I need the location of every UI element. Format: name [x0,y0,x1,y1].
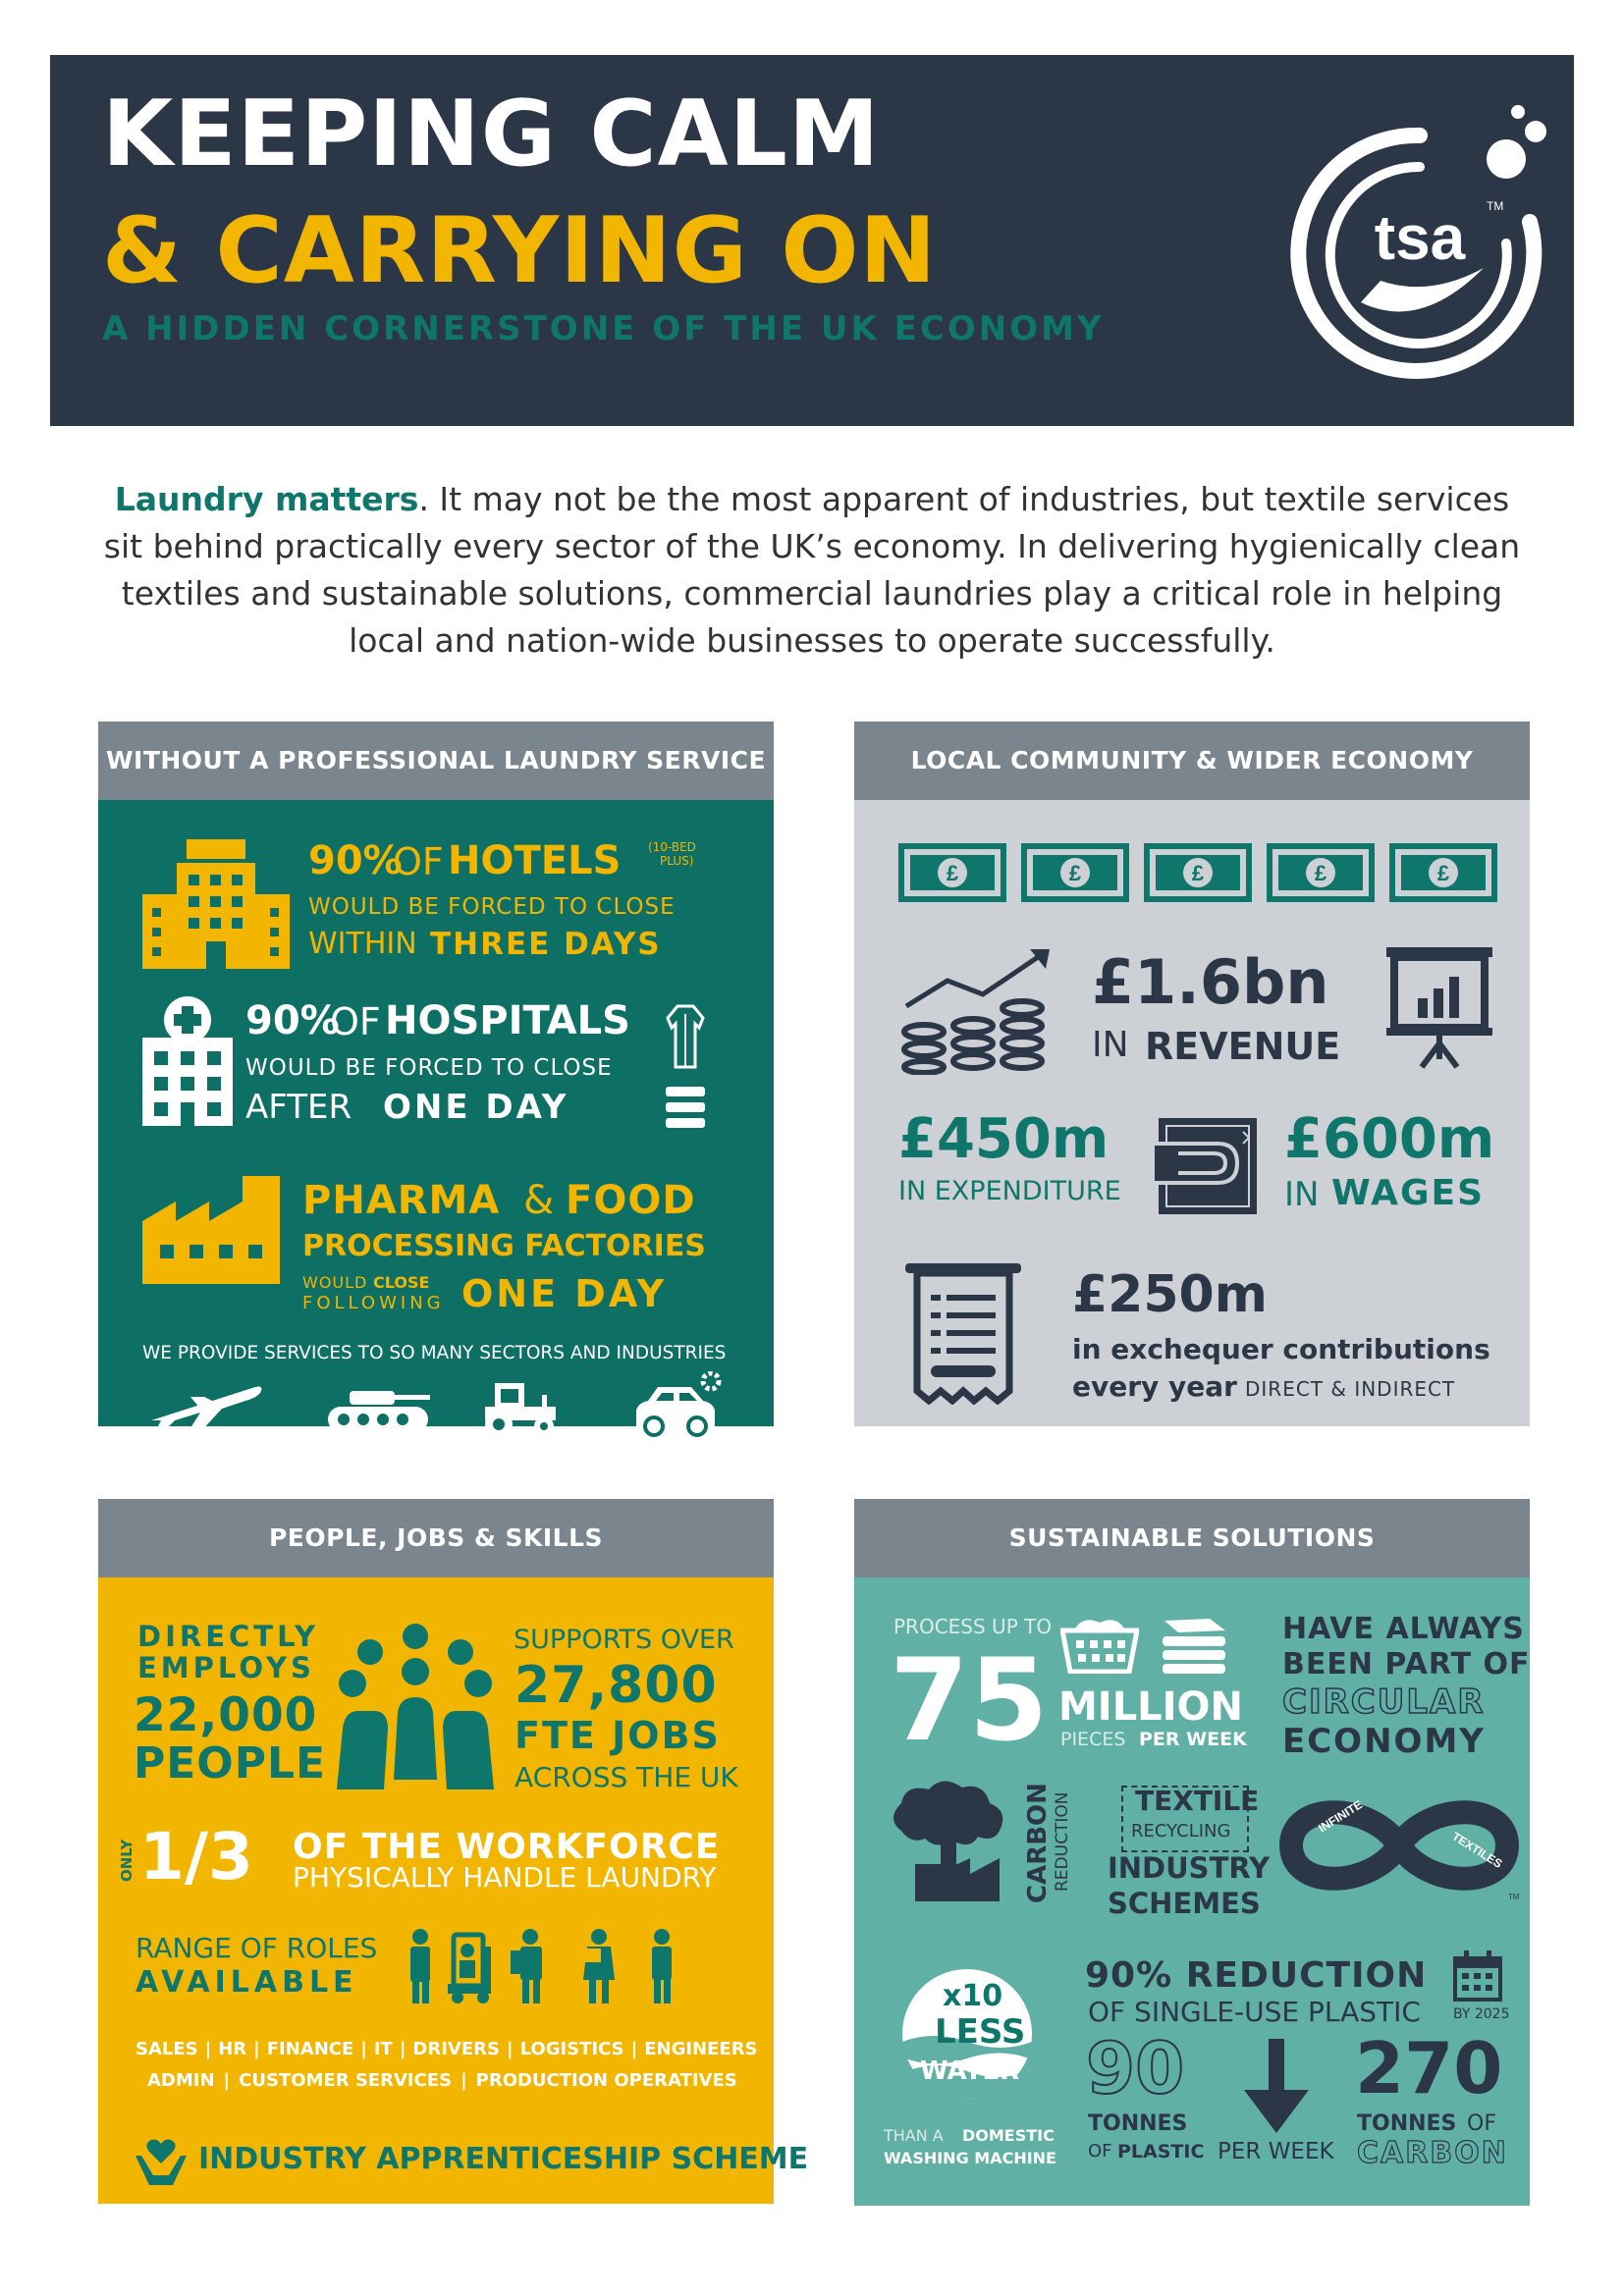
tractor-icon [481,1379,560,1438]
reduction-label: REDUCTION [1053,1791,1072,1892]
hospitals-label: HOSPITALS [385,998,630,1043]
domestic-label: DOMESTIC [962,2126,1055,2145]
than-a-label: THAN A [884,2126,944,2145]
banknote-icon [1021,843,1129,902]
hotels-days: THREE DAYS [430,927,662,962]
circular-label: CIRCULAR [1282,1682,1486,1722]
role-item: HR [218,2039,247,2059]
role-item: PRODUCTION OPERATIVES [475,2070,737,2091]
exchequer-line1: in exchequer contributions [1072,1333,1490,1365]
fraction-value: 1/3 [139,1819,253,1895]
hotels-note-2: PLUS) [660,854,694,868]
revenue-in: IN [1092,1025,1129,1065]
infinity-text-left: INFINITE [1316,1797,1365,1836]
hospitals-of: OF [330,1000,381,1043]
single-use-label: OF SINGLE-USE PLASTIC [1088,1996,1421,2028]
presentation-chart-icon [1384,945,1494,1073]
pound-glyph: £ [1314,861,1327,885]
workforce-line2: PHYSICALLY HANDLE LAUNDRY [293,1861,717,1894]
down-arrow-icon [1242,2039,1311,2137]
revenue-value: £1.6bn [1092,946,1329,1018]
infinity-text-right: TEXTILES [1449,1829,1505,1871]
people-count: 22,000 [134,1688,318,1742]
water-label: WATER [920,2056,1020,2086]
exchequer-value: £250m [1072,1265,1268,1324]
factories-would: WOULD [302,1273,368,1292]
workforce-line1: OF THE WORKFORCE [293,1827,721,1867]
million-label: MILLION [1058,1684,1244,1730]
role-item: FINANCE [266,2039,354,2059]
folded-towels-icon [1159,1617,1229,1678]
people-label: PEOPLE [134,1738,327,1789]
header-banner [50,55,1574,426]
factories-following: FOLLOWING [302,1293,445,1313]
directly-label: DIRECTLY [137,1620,320,1653]
banknote-icon [1389,843,1497,902]
hotels-of: OF [393,840,444,883]
carbon-tonnes-label: TONNES [1357,2111,1457,2136]
panel-heading: WITHOUT A PROFESSIONAL LAUNDRY SERVICE [98,721,774,800]
pound-glyph: £ [946,861,959,885]
hotel-building-icon [142,839,290,969]
hotels-line2: WOULD BE FORCED TO CLOSE [308,894,676,920]
banknote-icon [1267,843,1375,902]
page-title-line1: KEEPING CALM [102,80,881,187]
receipt-icon [903,1261,1023,1405]
hotels-within: WITHIN [308,927,417,961]
sectors-label: WE PROVIDE SERVICES TO SO MANY SECTORS AND INDUSTRIES [142,1343,727,1363]
hospitals-day: ONE DAY [383,1088,569,1127]
roles-row-2: ADMIN | CUSTOMER SERVICES | PRODUCTION OPERATIVES [147,2070,737,2091]
carbon-number: 270 [1355,2027,1503,2109]
panel-heading: SUSTAINABLE SOLUTIONS [854,1499,1530,1577]
workers-icons [403,1927,687,2005]
plastic-label: PLASTIC [1117,2141,1205,2163]
pound-glyph: £ [1191,861,1205,885]
fte-label: FTE JOBS [514,1714,721,1757]
hotels-pct: 90% [308,838,403,883]
banknote-icon [1144,843,1252,902]
panel-without-laundry [98,721,774,1426]
carbon-label: CARBON [1023,1783,1053,1903]
wages-value: £600m [1284,1107,1495,1171]
plastic-reduction-label: 90% REDUCTION [1085,1955,1428,1996]
fte-count: 27,800 [514,1656,718,1715]
role-item: LOGISTICS [519,2039,624,2059]
banknotes-row [898,843,1497,902]
wallet-icon [1149,1112,1267,1220]
tsa-logo [1272,96,1557,391]
wages-in: IN [1284,1175,1320,1214]
laundry-basket-icon [1060,1613,1139,1674]
supports-label: SUPPORTS OVER [514,1625,734,1655]
apprenticeship-label: INDUSTRY APPRENTICESHIP SCHEME [198,2142,809,2176]
circular-line2: BEEN PART OF [1282,1647,1531,1682]
process-number: 75 [890,1634,1049,1767]
logo-tm: TM [1487,199,1504,213]
by-2025-label: BY 2025 [1453,2006,1510,2022]
process-label: PROCESS UP TO [893,1615,1053,1638]
roles-line1: RANGE OF ROLES [135,1932,378,1964]
calendar-icon [1453,1950,1502,2002]
roles-row-1: SALES | HR | FINANCE | IT | DRIVERS | LOGISTICS | ENGINEERS [135,2039,758,2059]
pound-glyph: £ [1436,861,1450,885]
page-subtitle: A HIDDEN CORNERSTONE OF THE UK ECONOMY [102,309,1105,348]
role-item: IT [373,2039,393,2059]
expenditure-value: £450m [898,1107,1110,1171]
employs-label: EMPLOYS [137,1651,315,1684]
expenditure-label: IN EXPENDITURE [898,1176,1121,1206]
carbon-of-label: OF [1467,2111,1496,2136]
recycling-label: RECYCLING [1131,1821,1231,1842]
factories-close: CLOSE [373,1273,430,1292]
panel-heading: PEOPLE, JOBS & SKILLS [98,1499,774,1577]
pieces-label: PIECES [1060,1729,1126,1750]
roles-line2: AVAILABLE [135,1965,358,2000]
panel-heading: LOCAL COMMUNITY & WIDER ECONOMY [854,721,1530,800]
infinity-tm: TM [1508,1893,1520,1901]
coins-growth-icon [898,947,1056,1075]
factory-icon [142,1176,280,1284]
plastic-number: 90 [1086,2027,1185,2109]
hospitals-line2: WOULD BE FORCED TO CLOSE [245,1055,613,1081]
washing-machine-label: WASHING MACHINE [884,2149,1056,2167]
hospital-icon [142,996,233,1126]
schemes-label: SCHEMES [1108,1887,1261,1920]
plastic-tonnes-label: TONNES [1088,2111,1188,2136]
carbon-factory-icon [892,1780,1019,1901]
hospitals-after: AFTER [245,1088,352,1127]
factories-label: PROCESSING FACTORIES [302,1229,706,1263]
role-item: ENGINEERS [644,2039,758,2059]
economy-label: ECONOMY [1282,1722,1486,1761]
pound-glyph: £ [1068,861,1082,885]
industry-label: INDUSTRY [1108,1851,1271,1885]
role-item: DRIVERS [412,2039,500,2059]
revenue-label: REVENUE [1145,1025,1341,1068]
hospitals-pct: 90% [245,998,340,1043]
intro-paragraph [98,476,1526,665]
tank-icon [324,1387,432,1434]
across-label: ACROSS THE UK [514,1761,738,1793]
x10-label: x10 [943,1979,1003,2013]
hotels-label: HOTELS [448,838,622,883]
exchequer-note: DIRECT & INDIRECT [1245,1377,1456,1401]
helping-hands-heart-icon [134,2132,189,2187]
panel-local-economy [854,721,1530,1426]
page-title-line2: & CARRYING ON [102,197,938,303]
textile-label: TEXTILE [1135,1785,1260,1817]
per-week-2-label: PER WEEK [1218,2139,1334,2164]
airplane-icon [147,1377,265,1436]
hotels-note-1: (10-BED [648,840,696,854]
panel-people-jobs [98,1499,809,2204]
pharma-amp: & [523,1178,555,1223]
role-item: CUSTOMER SERVICES [239,2070,453,2091]
food-label: FOOD [566,1178,696,1223]
panel-sustainable [854,1499,1530,2206]
banknote-icon [898,843,1006,902]
people-group-icon [337,1623,494,1794]
per-week-label: PER WEEK [1139,1729,1247,1750]
hospital-gown-icon [666,1004,705,1069]
plastic-of-label: OF [1088,2141,1112,2162]
role-item: ADMIN [147,2070,215,2091]
intro-lead: Laundry matters [114,480,419,518]
wages-label: WAGES [1331,1173,1486,1213]
less-label: LESS [935,2012,1026,2052]
logo-text: tsa [1374,202,1466,273]
role-item: SALES [135,2039,198,2059]
infinity-icon [1276,1782,1522,1909]
intro-body: . It may not be the most apparent of industries, but textile services sit behind practically every sector of the UK’s economy. In delivering hygienically clean textiles and sustainable solutions, commercial laundries play a critical role in helping local and nation-wide businesses to operate successfully. [103,480,1521,660]
carbon-word-label: CARBON [1357,2136,1508,2170]
linen-stack-icon [666,1087,705,1130]
circular-line1: HAVE ALWAYS [1282,1612,1525,1646]
only-label: ONLY [118,1839,135,1882]
factories-one-day: ONE DAY [461,1272,668,1315]
exchequer-every: every year [1072,1370,1237,1403]
car-service-icon [632,1371,723,1438]
pharma-label: PHARMA [302,1178,501,1223]
